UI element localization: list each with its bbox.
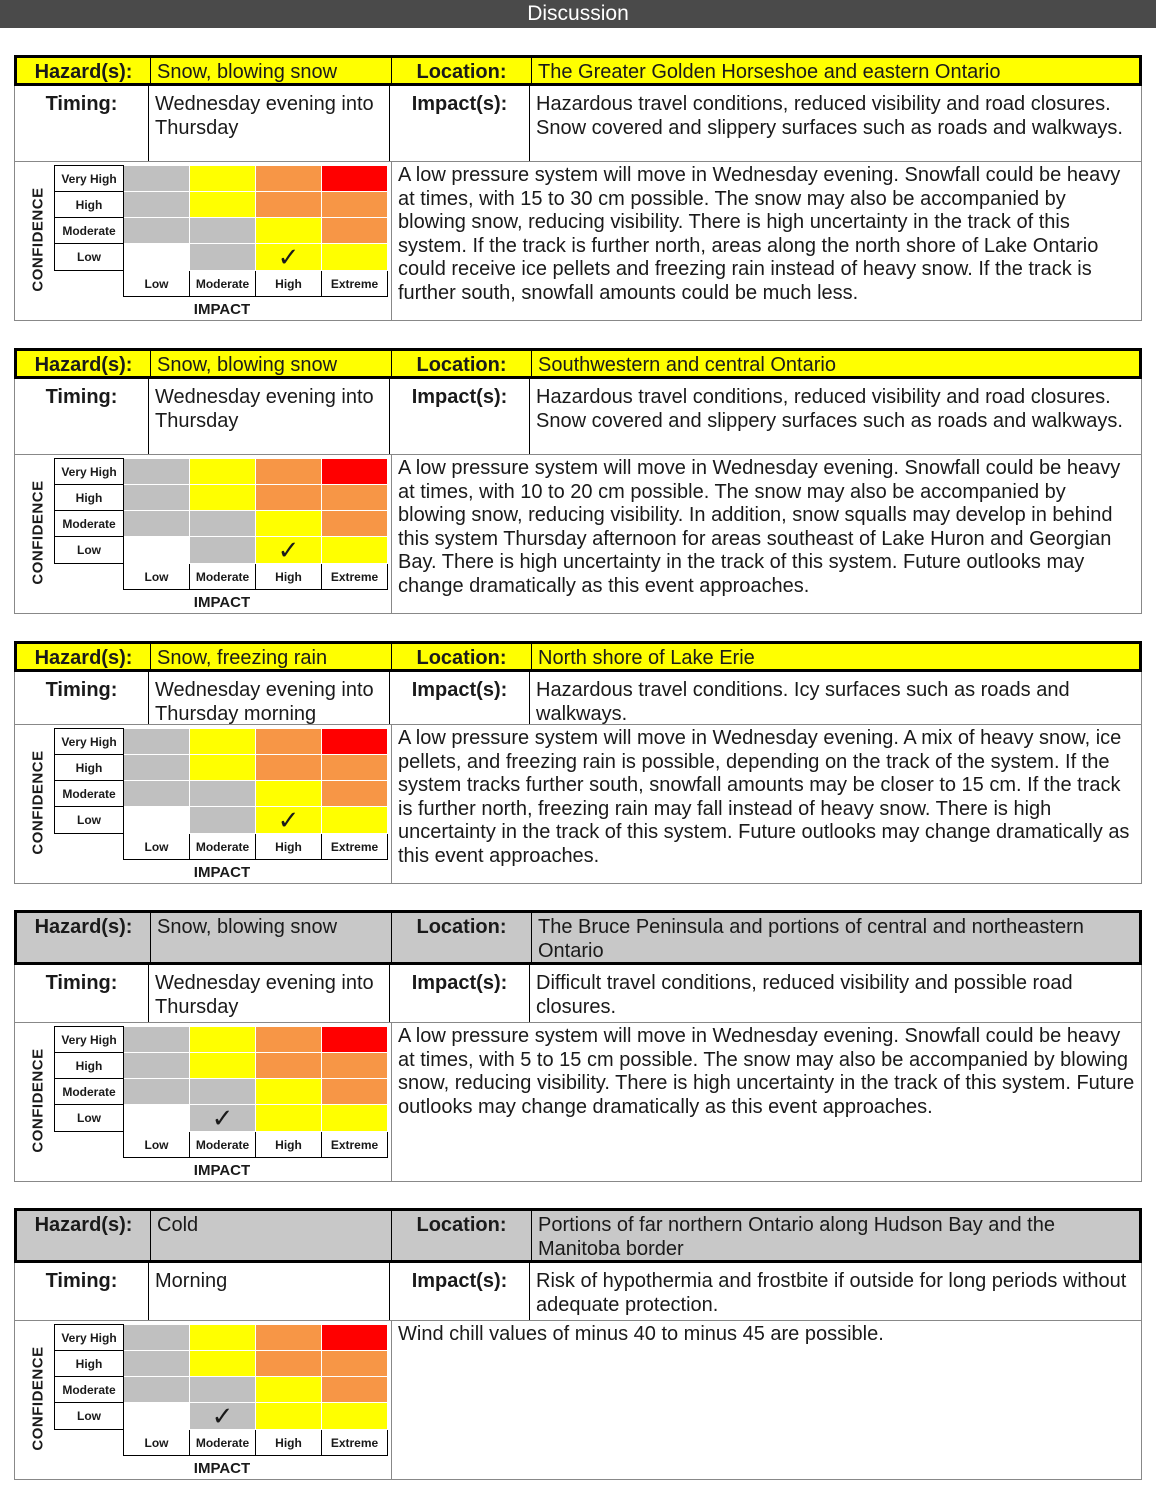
risk-cell bbox=[124, 1351, 190, 1377]
impact-level-label: High bbox=[256, 1430, 322, 1456]
impact-level-label: High bbox=[256, 564, 322, 590]
risk-cell bbox=[322, 1027, 388, 1053]
location-value: The Greater Golden Horseshoe and eastern Ontario bbox=[531, 58, 1139, 83]
hazard-label: Hazard(s): bbox=[34, 61, 133, 83]
risk-cell bbox=[124, 485, 190, 511]
impacts-value: Hazardous travel conditions, reduced visibility and road closures. Snow covered and slippery surfaces such as roads and walkways. bbox=[529, 379, 1141, 454]
confidence-axis-label bbox=[27, 1035, 49, 1165]
risk-cell bbox=[124, 1377, 190, 1403]
hazard-label: Hazard(s): bbox=[34, 916, 133, 938]
confidence-level-label: Very High bbox=[55, 166, 124, 192]
risk-cell bbox=[322, 807, 388, 834]
confidence-axis-label bbox=[27, 467, 49, 597]
impact-level-label: Low bbox=[124, 834, 190, 860]
location-label: Location: bbox=[391, 644, 531, 669]
confidence-level-label: Very High bbox=[55, 459, 124, 485]
risk-cell bbox=[256, 1325, 322, 1351]
checkmark-icon: ✓ bbox=[211, 1401, 234, 1431]
hazard-header-row bbox=[14, 55, 1142, 86]
risk-cell bbox=[190, 485, 256, 511]
confidence-level-label: Low bbox=[55, 807, 124, 834]
discussion-text: A low pressure system will move in Wednesday evening. A mix of heavy snow, ice pellets, and freezing rain is possible, depending on the track of the system. If the system tracks further south, snowfall amounts may be closer to 15 cm. If the track is further north, freezing rain may fall instead of heavy snow. There is high uncertainty in the track of this system. Future outlooks may change dramatically as this event approaches. bbox=[398, 727, 1130, 867]
risk-cell bbox=[322, 755, 388, 781]
risk-cell bbox=[124, 1079, 190, 1105]
impact-axis-label: IMPACT bbox=[193, 1460, 251, 1477]
impact-level-label: Moderate bbox=[190, 564, 256, 590]
impact-level-label: Low bbox=[124, 1132, 190, 1158]
risk-cell bbox=[124, 1403, 190, 1430]
risk-cell bbox=[256, 1403, 322, 1430]
risk-cell bbox=[256, 1377, 322, 1403]
risk-cell bbox=[322, 1377, 388, 1403]
risk-cell bbox=[124, 781, 190, 807]
impact-level-label: Low bbox=[124, 564, 190, 590]
discussion-text: A low pressure system will move in Wednesday evening. Snowfall could be heavy at times, with 5 to 15 cm possible. The snow may also be accompanied by blowing snow, reducing visibility. There is high uncertainty in the track of this system. Future outlooks may change dramatically as this event approaches. bbox=[398, 1025, 1135, 1118]
impact-level-label: Moderate bbox=[190, 834, 256, 860]
risk-cell bbox=[190, 192, 256, 218]
risk-cell bbox=[256, 781, 322, 807]
risk-cell bbox=[322, 729, 388, 755]
risk-cell bbox=[322, 218, 388, 244]
timing-value: Wednesday evening into Thursday bbox=[148, 86, 389, 161]
confidence-level-label: Low bbox=[55, 244, 124, 271]
location-label: Location: bbox=[391, 351, 531, 376]
risk-cell bbox=[322, 1079, 388, 1105]
confidence-level-label: Moderate bbox=[55, 1079, 124, 1105]
risk-body-row bbox=[14, 161, 1142, 321]
risk-cell bbox=[124, 459, 190, 485]
risk-body-row bbox=[14, 724, 1142, 884]
location-value: Portions of far northern Ontario along Hudson Bay and the Manitoba border bbox=[531, 1211, 1139, 1260]
confidence-level-label: High bbox=[55, 485, 124, 511]
confidence-level-label: Very High bbox=[55, 1027, 124, 1053]
risk-cell bbox=[256, 485, 322, 511]
risk-cell bbox=[190, 1325, 256, 1351]
impacts-label: Impact(s): bbox=[389, 86, 529, 161]
risk-cell bbox=[190, 459, 256, 485]
confidence-axis-text: CONFIDENCE bbox=[29, 186, 47, 292]
risk-body-row bbox=[14, 454, 1142, 614]
risk-cell bbox=[124, 755, 190, 781]
checkmark-icon: ✓ bbox=[277, 242, 300, 272]
risk-cell bbox=[256, 537, 322, 564]
location-value: The Bruce Peninsula and portions of central and northeastern Ontario bbox=[531, 913, 1139, 962]
risk-cell bbox=[256, 729, 322, 755]
confidence-level-label: Very High bbox=[55, 1325, 124, 1351]
forecast-section bbox=[14, 55, 1142, 321]
confidence-level-label: Low bbox=[55, 1105, 124, 1132]
matrix-corner bbox=[55, 1430, 124, 1456]
impact-axis-label: IMPACT bbox=[193, 301, 251, 318]
risk-matrix bbox=[54, 1324, 388, 1456]
risk-cell bbox=[190, 781, 256, 807]
risk-cell bbox=[124, 807, 190, 834]
risk-cell bbox=[190, 1053, 256, 1079]
impacts-value: Difficult travel conditions, reduced visibility and possible road closures. bbox=[529, 965, 1141, 1022]
risk-matrix-area bbox=[15, 455, 392, 613]
forecast-section bbox=[14, 348, 1142, 614]
impact-level-label: Low bbox=[124, 1430, 190, 1456]
timing-row bbox=[14, 965, 1142, 1022]
risk-cell bbox=[190, 166, 256, 192]
risk-matrix bbox=[54, 165, 388, 297]
timing-row bbox=[14, 379, 1142, 454]
location-value: North shore of Lake Erie bbox=[531, 644, 1139, 669]
risk-cell bbox=[322, 1053, 388, 1079]
risk-body-row bbox=[14, 1320, 1142, 1480]
risk-cell bbox=[124, 192, 190, 218]
risk-matrix-area bbox=[15, 1321, 392, 1479]
confidence-axis-label bbox=[27, 1333, 49, 1463]
timing-value: Wednesday evening into Thursday bbox=[148, 965, 389, 1022]
risk-cell bbox=[256, 1105, 322, 1132]
risk-cell bbox=[124, 1105, 190, 1132]
risk-matrix bbox=[54, 1026, 388, 1158]
confidence-axis-label bbox=[27, 174, 49, 304]
impacts-value: Hazardous travel conditions. Icy surfaces such as roads and walkways. bbox=[529, 672, 1141, 724]
risk-cell bbox=[256, 218, 322, 244]
hazard-label: Hazard(s): bbox=[34, 354, 133, 376]
timing-label: Timing: bbox=[45, 972, 118, 994]
checkmark-icon: ✓ bbox=[211, 1103, 234, 1133]
risk-cell bbox=[322, 192, 388, 218]
checkmark-icon: ✓ bbox=[277, 535, 300, 565]
impact-level-label: High bbox=[256, 271, 322, 297]
hazard-label: Hazard(s): bbox=[34, 1214, 133, 1236]
matrix-corner bbox=[55, 834, 124, 860]
risk-matrix-area bbox=[15, 1023, 392, 1181]
timing-value: Wednesday evening into Thursday morning bbox=[148, 672, 389, 724]
timing-row bbox=[14, 672, 1142, 724]
risk-cell bbox=[190, 1105, 256, 1132]
matrix-corner bbox=[55, 1132, 124, 1158]
discussion-text: A low pressure system will move in Wednesday evening. Snowfall could be heavy at times, with 10 to 20 cm possible. The snow may also be accompanied by blowing snow, reducing visibility. In addition, snow squalls may develop in behind this system Thursday afternoon for areas southeast of Lake Huron and Georgian Bay. There is high uncertainty in the track of this system. Future outlooks may change dramatically as this event approaches. bbox=[398, 457, 1121, 597]
matrix-corner bbox=[55, 564, 124, 590]
risk-cell bbox=[124, 218, 190, 244]
hazard-value: Snow, blowing snow bbox=[150, 58, 391, 83]
risk-cell bbox=[322, 1403, 388, 1430]
risk-matrix-area bbox=[15, 162, 392, 320]
location-label: Location: bbox=[391, 913, 531, 962]
matrix-corner bbox=[55, 271, 124, 297]
impacts-label: Impact(s): bbox=[389, 965, 529, 1022]
location-label: Location: bbox=[391, 1211, 531, 1260]
risk-cell bbox=[322, 244, 388, 271]
risk-cell bbox=[256, 166, 322, 192]
impact-level-label: Extreme bbox=[322, 1430, 388, 1456]
confidence-level-label: High bbox=[55, 1053, 124, 1079]
risk-cell bbox=[124, 537, 190, 564]
impact-axis-label: IMPACT bbox=[193, 1162, 251, 1179]
risk-cell bbox=[256, 1027, 322, 1053]
hazard-value: Snow, blowing snow bbox=[150, 913, 391, 962]
confidence-level-label: Very High bbox=[55, 729, 124, 755]
timing-label: Timing: bbox=[45, 386, 118, 408]
impact-level-label: High bbox=[256, 834, 322, 860]
impact-level-label: Extreme bbox=[322, 834, 388, 860]
confidence-level-label: High bbox=[55, 755, 124, 781]
risk-cell bbox=[124, 511, 190, 537]
risk-cell bbox=[124, 1053, 190, 1079]
impact-axis-label: IMPACT bbox=[193, 594, 251, 611]
location-value: Southwestern and central Ontario bbox=[531, 351, 1139, 376]
impact-level-label: High bbox=[256, 1132, 322, 1158]
risk-cell bbox=[190, 729, 256, 755]
risk-cell bbox=[256, 755, 322, 781]
risk-cell bbox=[256, 192, 322, 218]
confidence-level-label: Low bbox=[55, 537, 124, 564]
risk-cell bbox=[256, 807, 322, 834]
hazard-label: Hazard(s): bbox=[34, 647, 133, 669]
risk-cell bbox=[124, 244, 190, 271]
hazard-value: Snow, freezing rain bbox=[150, 644, 391, 669]
forecast-section bbox=[14, 910, 1142, 1182]
risk-cell bbox=[190, 807, 256, 834]
risk-cell bbox=[322, 1351, 388, 1377]
impacts-value: Hazardous travel conditions, reduced visibility and road closures. Snow covered and slippery surfaces such as roads and walkways. bbox=[529, 86, 1141, 161]
hazard-value: Cold bbox=[150, 1211, 391, 1260]
risk-cell bbox=[124, 166, 190, 192]
risk-cell bbox=[322, 485, 388, 511]
risk-cell bbox=[190, 511, 256, 537]
impact-level-label: Extreme bbox=[322, 564, 388, 590]
impacts-label: Impact(s): bbox=[389, 1263, 529, 1320]
confidence-axis-text: CONFIDENCE bbox=[29, 479, 47, 585]
risk-matrix bbox=[54, 458, 388, 590]
risk-cell bbox=[256, 511, 322, 537]
confidence-level-label: Moderate bbox=[55, 781, 124, 807]
confidence-axis-label bbox=[27, 737, 49, 867]
risk-cell bbox=[190, 244, 256, 271]
impacts-value: Risk of hypothermia and frostbite if outside for long periods without adequate protection. bbox=[529, 1263, 1141, 1320]
confidence-level-label: Moderate bbox=[55, 218, 124, 244]
impact-axis-label: IMPACT bbox=[193, 864, 251, 881]
hazard-header-row bbox=[14, 1208, 1142, 1263]
confidence-axis-text: CONFIDENCE bbox=[29, 749, 47, 855]
impact-level-label: Extreme bbox=[322, 1132, 388, 1158]
impact-level-label: Moderate bbox=[190, 1132, 256, 1158]
timing-value: Wednesday evening into Thursday bbox=[148, 379, 389, 454]
risk-cell bbox=[190, 537, 256, 564]
risk-cell bbox=[124, 1325, 190, 1351]
risk-cell bbox=[322, 166, 388, 192]
risk-body-row bbox=[14, 1022, 1142, 1182]
discussion-text: A low pressure system will move in Wednesday evening. Snowfall could be heavy at times, with 15 to 30 cm possible. The snow may also be accompanied by blowing snow, reducing visibility. There is high uncertainty in the track of this system. If the track is further north, areas along the north shore of Lake Ontario could receive ice pellets and freezing rain instead of heavy snow. If the track is further south, snowfall amounts could be much less. bbox=[398, 164, 1121, 304]
hazard-value: Snow, blowing snow bbox=[150, 351, 391, 376]
risk-cell bbox=[190, 1377, 256, 1403]
risk-cell bbox=[322, 459, 388, 485]
discussion-text: Wind chill values of minus 40 to minus 45 are possible. bbox=[398, 1323, 884, 1345]
timing-label: Timing: bbox=[45, 93, 118, 115]
risk-cell bbox=[322, 511, 388, 537]
risk-cell bbox=[190, 218, 256, 244]
risk-cell bbox=[190, 1027, 256, 1053]
timing-row bbox=[14, 86, 1142, 161]
risk-cell bbox=[124, 729, 190, 755]
risk-cell bbox=[256, 1351, 322, 1377]
risk-cell bbox=[190, 1351, 256, 1377]
risk-cell bbox=[256, 244, 322, 271]
risk-cell bbox=[190, 755, 256, 781]
impacts-label: Impact(s): bbox=[389, 379, 529, 454]
timing-label: Timing: bbox=[45, 1270, 118, 1292]
risk-cell bbox=[322, 1105, 388, 1132]
impact-level-label: Extreme bbox=[322, 271, 388, 297]
timing-label: Timing: bbox=[45, 679, 118, 701]
risk-cell bbox=[256, 459, 322, 485]
forecast-section bbox=[14, 1208, 1142, 1480]
page-title: Discussion bbox=[0, 0, 1156, 28]
risk-cell bbox=[322, 1325, 388, 1351]
impact-level-label: Low bbox=[124, 271, 190, 297]
confidence-level-label: Moderate bbox=[55, 511, 124, 537]
timing-value: Morning bbox=[148, 1263, 389, 1320]
hazard-header-row bbox=[14, 641, 1142, 672]
risk-cell bbox=[124, 1027, 190, 1053]
timing-row bbox=[14, 1263, 1142, 1320]
risk-cell bbox=[190, 1403, 256, 1430]
hazard-header-row bbox=[14, 348, 1142, 379]
impact-level-label: Moderate bbox=[190, 1430, 256, 1456]
impacts-label: Impact(s): bbox=[389, 672, 529, 724]
confidence-axis-text: CONFIDENCE bbox=[29, 1047, 47, 1153]
risk-cell bbox=[190, 1079, 256, 1105]
risk-cell bbox=[256, 1053, 322, 1079]
confidence-axis-text: CONFIDENCE bbox=[29, 1345, 47, 1451]
hazard-header-row bbox=[14, 910, 1142, 965]
forecast-section bbox=[14, 641, 1142, 884]
location-label: Location: bbox=[391, 58, 531, 83]
risk-matrix-area bbox=[15, 725, 392, 883]
risk-cell bbox=[256, 1079, 322, 1105]
risk-cell bbox=[322, 781, 388, 807]
confidence-level-label: Moderate bbox=[55, 1377, 124, 1403]
checkmark-icon: ✓ bbox=[277, 805, 300, 835]
risk-matrix bbox=[54, 728, 388, 860]
confidence-level-label: High bbox=[55, 1351, 124, 1377]
risk-cell bbox=[322, 537, 388, 564]
confidence-level-label: High bbox=[55, 192, 124, 218]
impact-level-label: Moderate bbox=[190, 271, 256, 297]
confidence-level-label: Low bbox=[55, 1403, 124, 1430]
